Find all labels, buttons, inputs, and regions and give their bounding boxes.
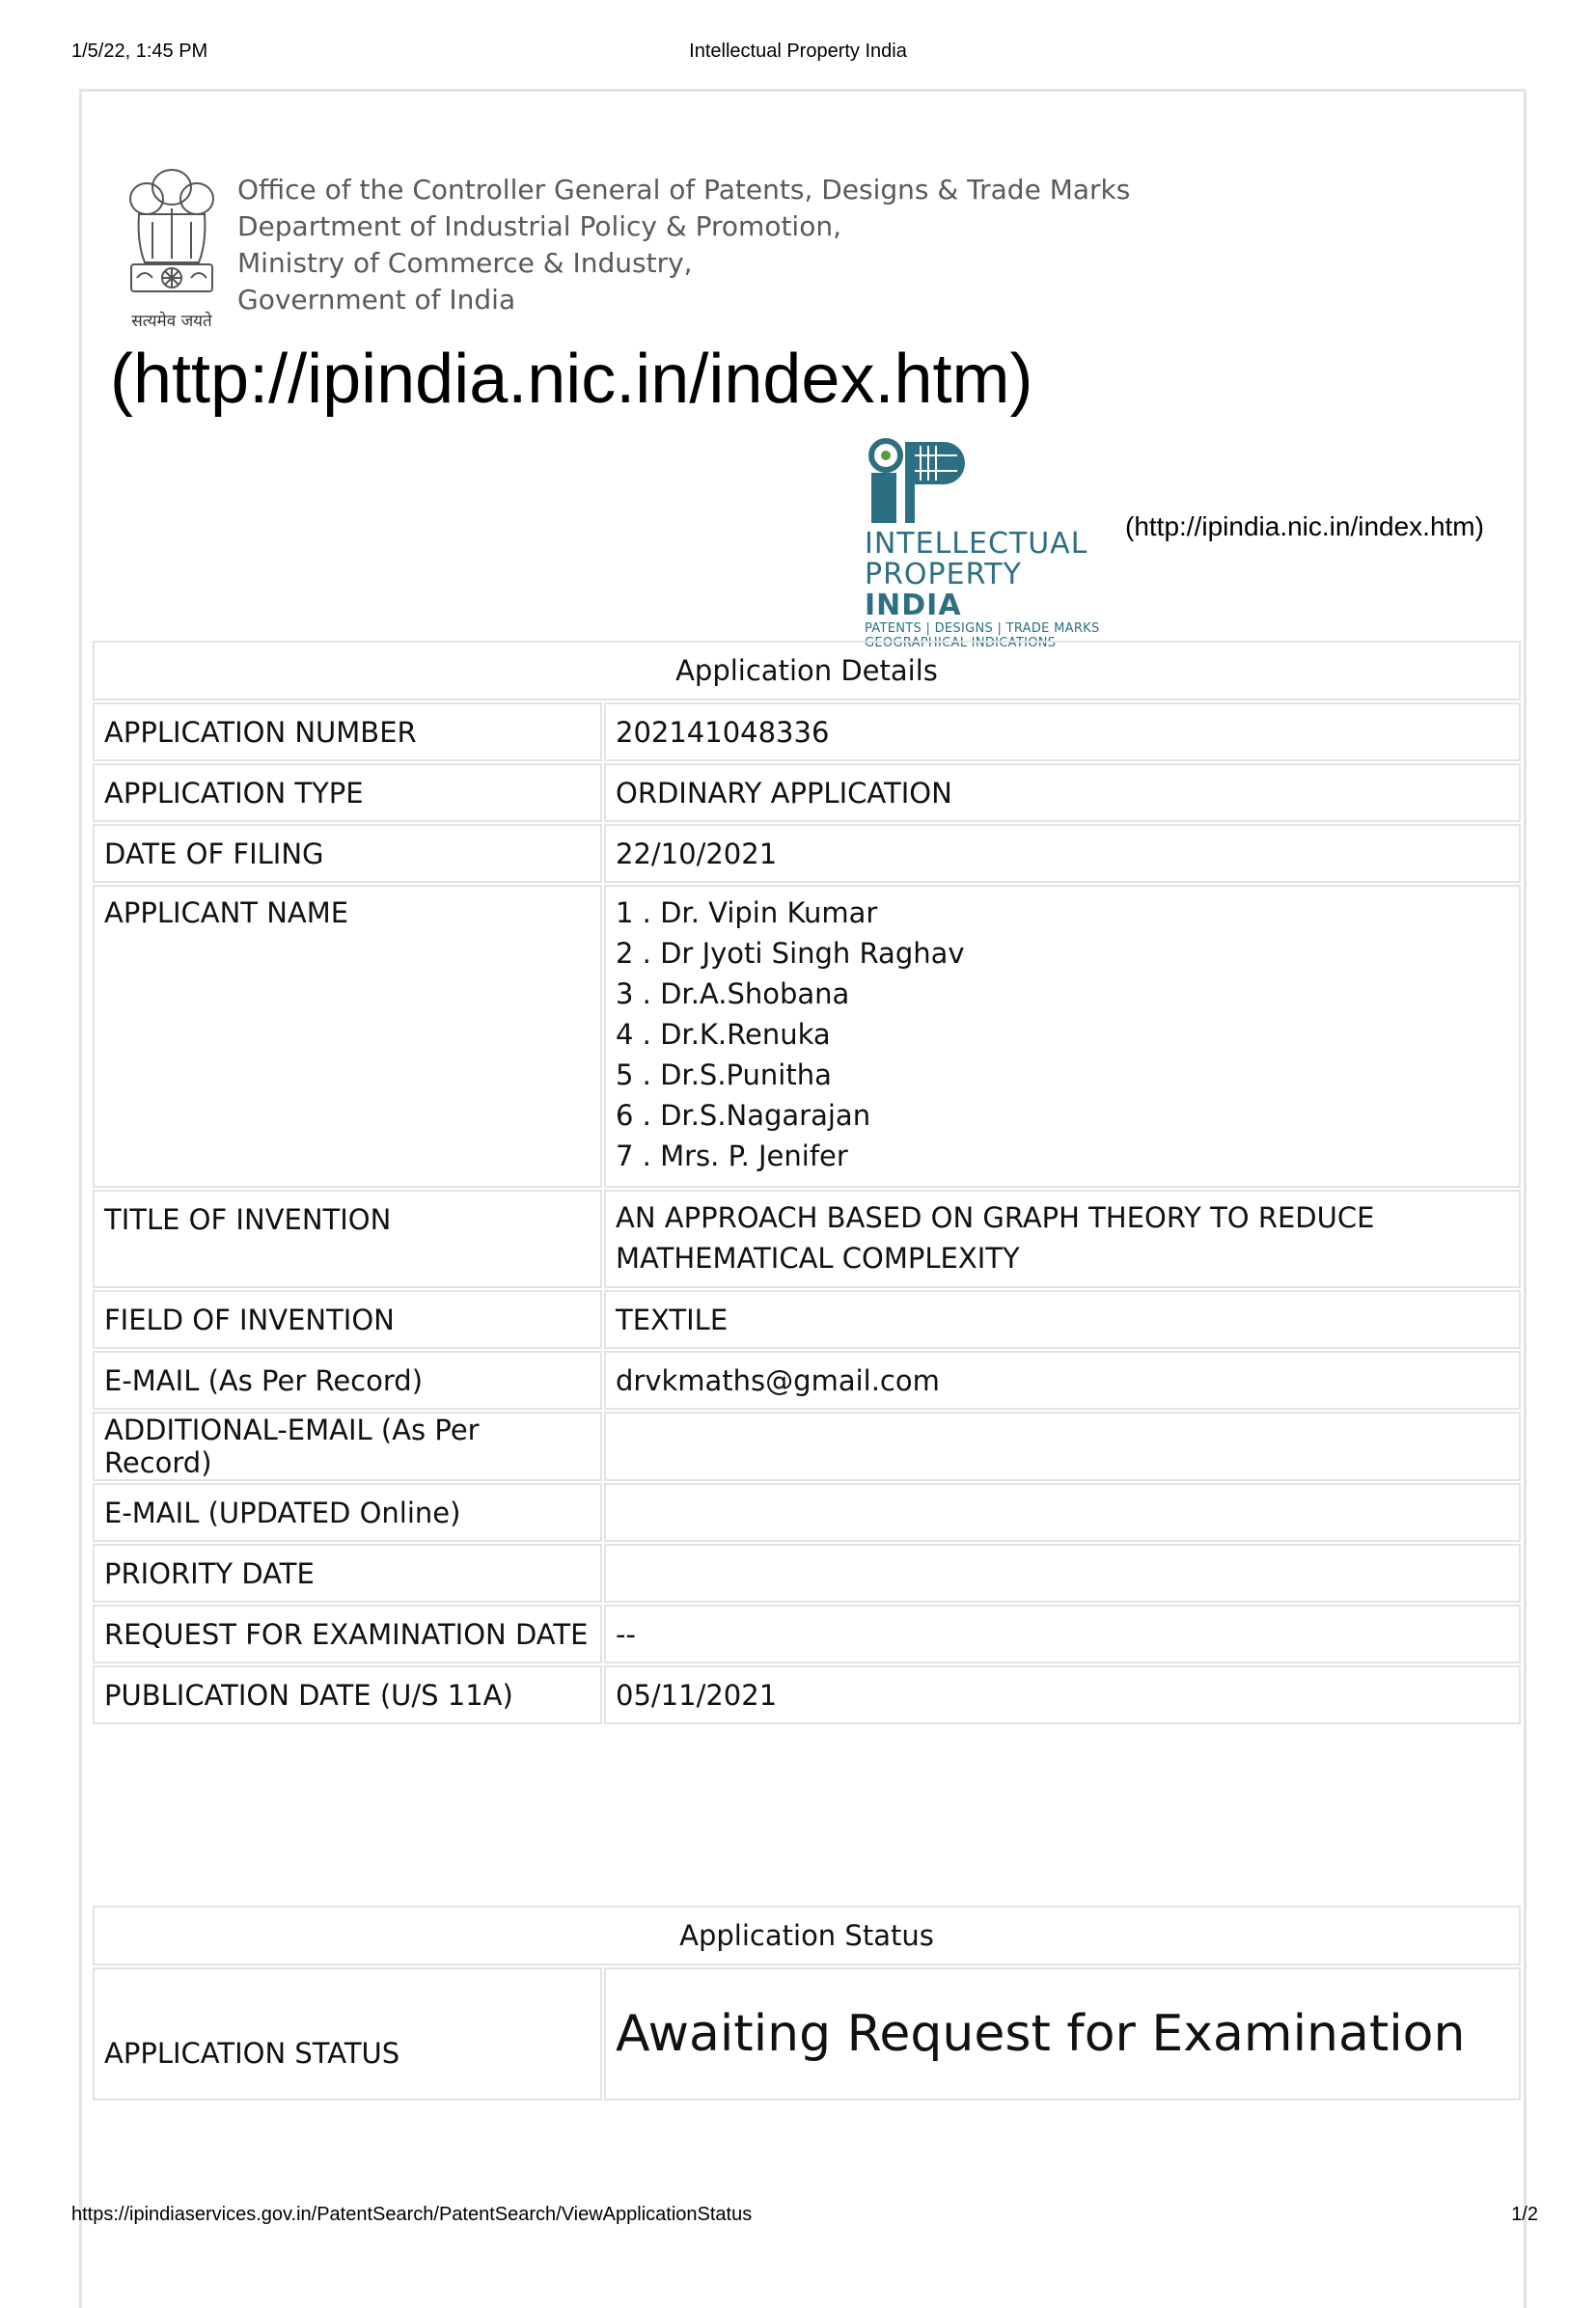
office-line: Ministry of Commerce & Industry, (237, 247, 693, 279)
field-label: APPLICATION NUMBER (93, 702, 602, 761)
title-of-invention-value: AN APPROACH BASED ON GRAPH THEORY TO REDUCE MATHEMATICAL COMPLEXITY (604, 1190, 1521, 1288)
office-line: Department of Industrial Policy & Promotion, (237, 210, 841, 242)
field-label: APPLICATION STATUS (93, 1967, 602, 2101)
field-label: APPLICANT NAME (93, 885, 602, 1188)
ip-india-mark-icon (865, 436, 980, 525)
applicant-name: 3 . Dr.A.Shobana (616, 977, 850, 1010)
examination-request-date-value: -- (604, 1605, 1521, 1663)
applicant-name: 5 . Dr.S.Punitha (616, 1058, 832, 1091)
field-label: PRIORITY DATE (93, 1544, 602, 1603)
office-home-link[interactable]: (http://ipindia.nic.in/index.htm) (110, 341, 1033, 418)
ip-india-logo[interactable] (865, 436, 1125, 650)
applicant-name: 2 . Dr Jyoti Singh Raghav (616, 937, 965, 970)
print-datetime: 1/5/22, 1:45 PM (71, 41, 208, 62)
print-source-url: https://ipindiaservices.gov.in/PatentSearch/PatentSearch/ViewApplicationStatus (71, 2204, 753, 2225)
additional-email-value (604, 1412, 1521, 1481)
field-label: FIELD OF INVENTION (93, 1290, 602, 1349)
priority-date-value (604, 1544, 1521, 1603)
application-number-value: 202141048336 (604, 702, 1521, 761)
updated-email-value (604, 1483, 1521, 1542)
field-label: E-MAIL (As Per Record) (93, 1351, 602, 1410)
ip-logo-line1: INTELLECTUAL (865, 527, 1088, 561)
office-heading (237, 172, 1130, 318)
emblem-motto: सत्यमेव जयते (131, 312, 212, 331)
table-heading: Application Status (93, 1906, 1521, 1965)
print-page-title: Intellectual Property India (689, 41, 907, 62)
application-details-table (91, 639, 1523, 1726)
applicant-name: 4 . Dr.K.Renuka (616, 1018, 831, 1051)
print-page-number: 1/2 (1511, 2204, 1538, 2225)
field-label: DATE OF FILING (93, 824, 602, 883)
application-type-value: ORDINARY APPLICATION (604, 763, 1521, 822)
table-heading: Application Details (93, 641, 1521, 701)
application-status-value: Awaiting Request for Examination (604, 1967, 1521, 2101)
field-label: ADDITIONAL-EMAIL (As Per Record) (93, 1412, 602, 1481)
applicant-name: 7 . Mrs. P. Jenifer (616, 1140, 848, 1172)
field-label: E-MAIL (UPDATED Online) (93, 1483, 602, 1542)
applicant-name: 1 . Dr. Vipin Kumar (616, 896, 878, 929)
national-emblem-icon (114, 154, 230, 338)
ip-logo-line3: PATENTS | DESIGNS | TRADE MARKS (865, 621, 1100, 636)
date-of-filing-value: 22/10/2021 (604, 824, 1521, 883)
office-line: Office of the Controller General of Patents, Designs & Trade Marks (237, 174, 1131, 206)
field-of-invention-value: TEXTILE (604, 1290, 1521, 1349)
ip-logo-line4: GEOGRAPHICAL INDICATIONS (865, 636, 1057, 650)
applicant-name-list (604, 885, 1521, 1188)
print-header (0, 41, 1596, 64)
field-label: APPLICATION TYPE (93, 763, 602, 822)
field-label: PUBLICATION DATE (U/S 11A) (93, 1665, 602, 1724)
email-value: drvkmaths@gmail.com (604, 1351, 1521, 1410)
ip-logo-line2: PROPERTY INDIA (865, 558, 1022, 622)
ip-india-link[interactable]: (http://ipindia.nic.in/index.htm) (1125, 511, 1484, 541)
field-label: TITLE OF INVENTION (93, 1190, 602, 1288)
application-status-table (91, 1904, 1523, 2102)
office-line: Government of India (237, 284, 516, 316)
publication-date-value: 05/11/2021 (604, 1665, 1521, 1724)
applicant-name: 6 . Dr.S.Nagarajan (616, 1099, 871, 1132)
field-label: REQUEST FOR EXAMINATION DATE (93, 1605, 602, 1663)
